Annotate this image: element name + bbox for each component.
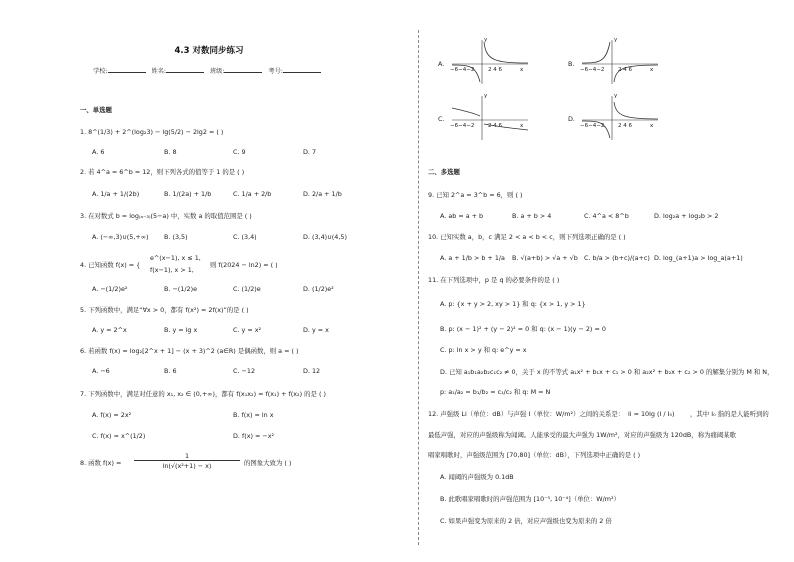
q12-option-b: B. 此歌唱家唱歌时的声强范围为 [10⁻⁵, 10⁻⁴]（单位：W/m²） bbox=[440, 495, 620, 503]
graph-b-xticks-left: −6−4−2 bbox=[580, 67, 605, 73]
q6-option-a: A. −6 bbox=[92, 367, 110, 375]
q11-option-c: C. p: ln x > y 和 q: e^y = x bbox=[440, 346, 527, 354]
graph-c-xaxis-label: x bbox=[520, 123, 524, 129]
q3-option-a: A. (−∞,3)∪(5,+∞) bbox=[92, 233, 149, 241]
q2-option-c: C. 1/a + 2/b bbox=[233, 190, 272, 198]
q9-option-d: D. log₂a + log₂b > 2 bbox=[654, 212, 719, 220]
q12-line1a: 12. 声强级 Li（单位：dB）与声强 I（单位：W/m²）之间的关系是： bbox=[428, 410, 625, 418]
graph-d-xticks-right: 2 4 6 bbox=[618, 123, 632, 129]
q1-option-b: B. 8 bbox=[164, 148, 177, 156]
q5-option-a: A. y = 2^x bbox=[92, 326, 127, 334]
q3-stem: 3. 在对数式 b = log₍ₐ₋₃₎(5−a) 中，实数 a 的取值范围是 ( ) bbox=[80, 212, 252, 220]
graph-a-xaxis-label: x bbox=[520, 67, 524, 73]
q11-stem: 11. 在下列选项中，p 是 q 的必要条件的是 ( ) bbox=[428, 276, 560, 284]
school-blank[interactable] bbox=[108, 66, 146, 73]
q12-line3: 唱家唱歌时，声强级范围为 [70,80]（单位：dB），下列选项中正确的是 ( ) bbox=[428, 451, 641, 459]
q1-option-a: A. 6 bbox=[92, 148, 105, 156]
q10-option-b: B. √(a+b) > √a + √b bbox=[512, 254, 578, 262]
q4-option-c: C. (1/2)e bbox=[233, 285, 261, 293]
section-single-choice: 一、单选题 bbox=[80, 106, 112, 114]
q5-option-c: C. y = x² bbox=[233, 326, 262, 334]
graph-d bbox=[580, 94, 660, 142]
q11-option-a: A. p: {x + y > 2, xy > 1} 和 q: {x > 1, y > 1} bbox=[440, 300, 586, 308]
q8-denominator: ln(√(x²+1) − x) bbox=[162, 462, 212, 470]
q1-stem: 1. 8^(1/3) + 2^(log₂3) − lg(5/2) − 2lg2 = ( ) bbox=[80, 128, 224, 136]
q4-case-bottom: f(x−1), x > 1, bbox=[150, 266, 194, 274]
q7-option-a: A. f(x) = 2x² bbox=[92, 411, 132, 419]
graph-a bbox=[450, 38, 530, 86]
q6-stem: 6. 若函数 f(x) = log₂[2^x + 1] − (x + 3)^2 (a∈R) 是偶函数，则 a = ( ) bbox=[80, 347, 299, 355]
q3-option-d: D. (3,4)∪(4,5) bbox=[303, 233, 347, 241]
exam-number-blank[interactable] bbox=[283, 66, 321, 73]
q5-stem: 5. 下列函数中，满足“∀x > 0，都有 f(x²) = 2f(x)”的是 ( ) bbox=[80, 306, 249, 314]
exam-number-label: 考号: bbox=[268, 68, 283, 75]
class-label: 班级: bbox=[209, 68, 225, 75]
q12-option-c: C. 如果声强变为原来的 2 倍，对应声强级也变为原来的 2 倍 bbox=[440, 517, 612, 525]
graph-d-label: D. bbox=[568, 115, 575, 123]
q12-formula: li = 10lg (I / I₀) bbox=[628, 410, 675, 418]
q9-stem: 9. 已知 2^a = 3^b = 6，则 ( ) bbox=[428, 191, 523, 199]
q11-option-d-line2: p: a₁/a₂ = b₁/b₂ = c₁/c₂ 和 q: M = N bbox=[440, 388, 551, 396]
q1-option-d: D. 7 bbox=[303, 148, 317, 156]
q9-option-a: A. ab = a + b bbox=[440, 212, 484, 220]
q4-stem: 4. 已知函数 f(x) = { bbox=[80, 261, 141, 269]
school-label: 学校: bbox=[93, 68, 108, 75]
q4-option-a: A. −(1/2)e² bbox=[92, 285, 128, 293]
page-title: 4.3 对数同步练习 bbox=[174, 46, 244, 56]
q10-option-a: A. a + 1/b > b + 1/a bbox=[440, 254, 505, 262]
q6-option-c: C. −12 bbox=[233, 367, 256, 375]
q12-line2: 最低声强，对应的声强级称为闻阈。人能承受的最大声强为 1W/m²，对应的声强级为 120dB，称为痛阈某歌 bbox=[428, 431, 737, 439]
graph-a-xticks-right: 2 4 6 bbox=[488, 67, 502, 73]
graph-a-yaxis-label: y bbox=[484, 37, 488, 43]
q7-stem: 7. 下列函数中，满足对任意的 x₁, x₂ ∈ (0,+∞)，都有 f(x₁x₂) = f(x₁) + f(x₂) 的是 ( ) bbox=[80, 390, 326, 398]
graph-b bbox=[580, 38, 660, 86]
q2-stem: 2. 若 4^a = 6^b = 12，则下列各式的值等于 1 的是 ( ) bbox=[80, 168, 245, 176]
q8-stem-tail: 的图象大致为 ( ) bbox=[244, 459, 292, 467]
graph-d-yaxis-label: y bbox=[614, 93, 618, 99]
graph-a-xticks-left: −6−4−2 bbox=[450, 67, 475, 73]
q2-option-b: B. 1/(2a) + 1/b bbox=[164, 190, 212, 198]
graph-b-xticks-right: 2 4 6 bbox=[618, 67, 632, 73]
q2-option-d: D. 2/a + 1/b bbox=[303, 190, 342, 198]
q8-stem: 8. 函数 f(x) = bbox=[80, 459, 122, 467]
student-info-line bbox=[0, 66, 418, 75]
column-divider bbox=[418, 30, 419, 545]
section-multiple-choice: 二、多选题 bbox=[428, 168, 460, 176]
name-label: 姓名: bbox=[151, 68, 167, 75]
graph-c-label: C. bbox=[438, 115, 445, 123]
q10-option-d: D. log_(a+1)a > log_a(a+1) bbox=[654, 254, 743, 262]
graph-b-label: B. bbox=[568, 60, 575, 68]
graph-c-yaxis-label: y bbox=[484, 93, 488, 99]
q8-numerator: 1 bbox=[184, 452, 190, 460]
q12-line1b: ，其中 I₀ 指的是人能听到的 bbox=[690, 410, 769, 418]
graph-b-yaxis-label: y bbox=[614, 37, 618, 43]
q4-stem-tail: 则 f(2024 − ln2) = ( ) bbox=[210, 261, 278, 269]
q7-option-b: B. f(x) = ln x bbox=[233, 411, 274, 419]
q4-case-top: e^(x−1), x ≤ 1, bbox=[150, 254, 201, 262]
q9-option-c: C. 4^a < 8^b bbox=[584, 212, 629, 220]
graph-d-xaxis-label: x bbox=[650, 123, 654, 129]
q11-option-b: B. p: (x − 1)² + (y − 2)² = 0 和 q: (x − 1)(y − 2) = 0 bbox=[440, 325, 606, 333]
q7-option-d: D. f(x) = −x² bbox=[233, 432, 275, 440]
class-blank[interactable] bbox=[224, 66, 262, 73]
q3-option-c: C. (3,4) bbox=[233, 233, 257, 241]
q1-option-c: C. 9 bbox=[233, 148, 246, 156]
q11-option-d-line1: D. 已知 a₁b₁a₂b₂c₁c₂ ≠ 0，关于 x 的不等式 a₁x² + b₁x + c₁ > 0 和 a₂x² + b₂x + c₂ > 0 的解集分别为 M 和 N， bbox=[440, 368, 774, 376]
q9-option-b: B. a + b > 4 bbox=[512, 212, 552, 220]
q4-option-b: B. −(1/2)e bbox=[164, 285, 198, 293]
q6-option-b: B. 6 bbox=[164, 367, 177, 375]
q2-option-a: A. 1/a + 1/(2b) bbox=[92, 190, 140, 198]
q3-option-b: B. (3,5) bbox=[164, 233, 188, 241]
q4-option-d: D. (1/2)e² bbox=[303, 285, 334, 293]
graph-a-label: A. bbox=[438, 60, 445, 68]
q7-option-c: C. f(x) = x^(1/2) bbox=[92, 432, 146, 440]
graph-c-xticks-left: −6−4−2 bbox=[450, 123, 475, 129]
q10-stem: 10. 已知实数 a，b，c 满足 2 < a < b < c，则下列选项正确的是 ( ) bbox=[428, 233, 626, 241]
graph-d-xticks-left: −6−4−2 bbox=[580, 123, 605, 129]
q6-option-d: D. 12 bbox=[303, 367, 321, 375]
q10-option-c: C. b/a > (b+c)/(a+c) bbox=[584, 254, 650, 262]
graph-b-xaxis-label: x bbox=[650, 67, 654, 73]
q5-option-d: D. y = x bbox=[303, 326, 329, 334]
q5-option-b: B. y = lg x bbox=[164, 326, 198, 334]
graph-c-xticks-right: 2 4 6 bbox=[488, 123, 502, 129]
graph-c bbox=[450, 94, 530, 142]
q8-fraction-bar bbox=[134, 460, 240, 461]
q12-option-a: A. 闻阈的声强级为 0.1dB bbox=[440, 473, 514, 481]
name-blank[interactable] bbox=[166, 66, 204, 73]
